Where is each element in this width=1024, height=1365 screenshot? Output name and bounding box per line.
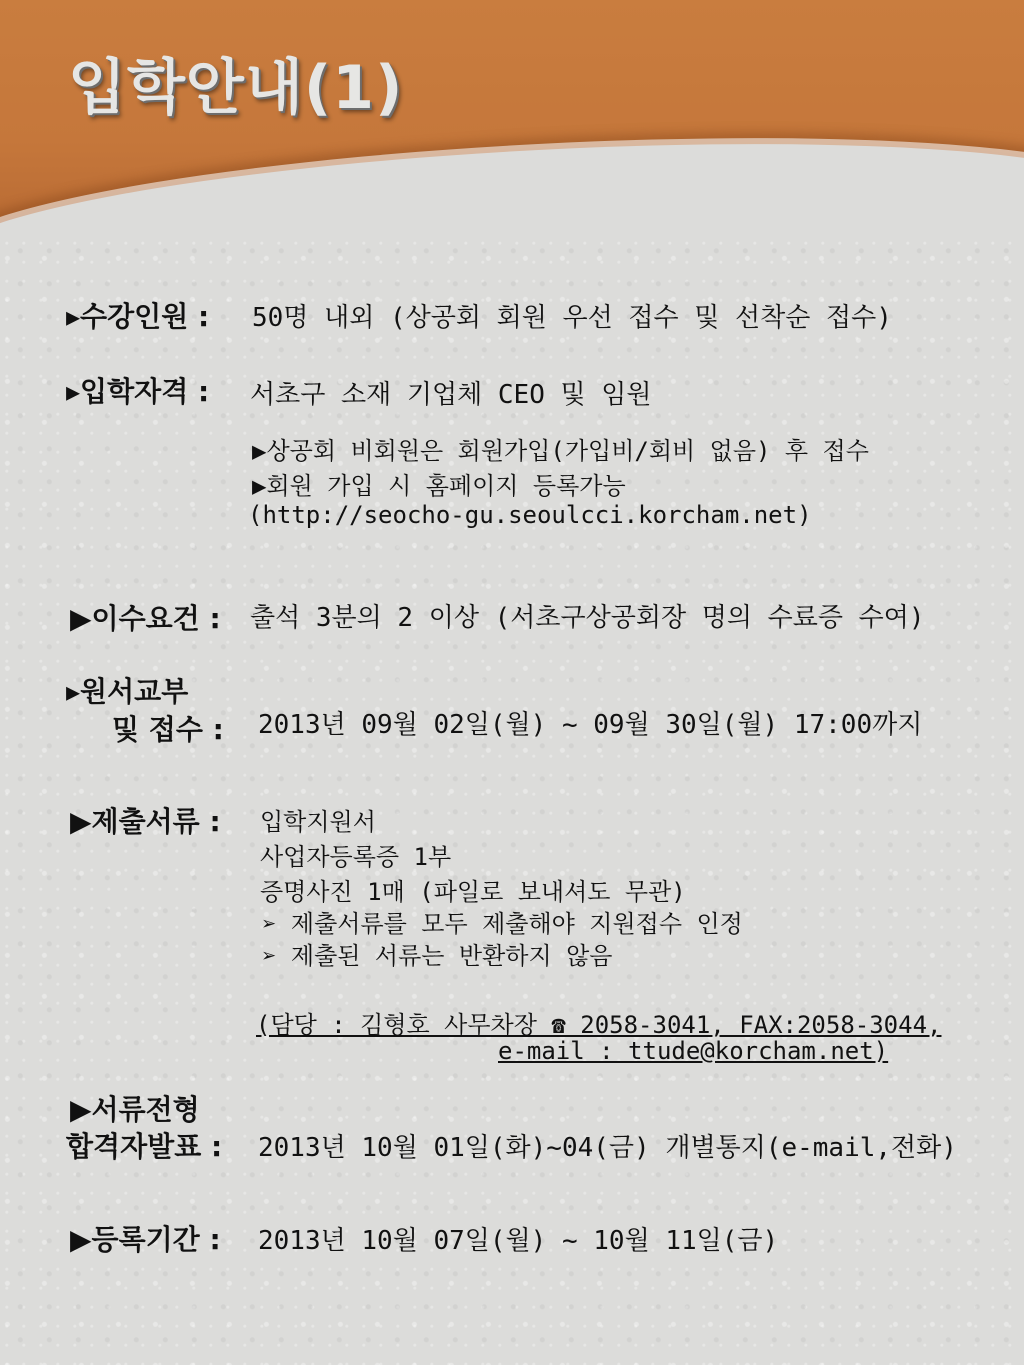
completion-value: 출석 3분의 2 이상 (서초구상공회장 명의 수료증 수여)	[250, 603, 925, 633]
document-note: ➢ 제출된 서류는 반환하지 않음	[262, 942, 613, 970]
banner-swoosh	[0, 119, 1024, 235]
homepage-url: (http://seocho-gu.seoulcci.korcham.net)	[248, 501, 812, 529]
completion-label: ▶이수요건 :	[70, 602, 221, 635]
qualification-note-1: ▶상공회 비회원은 회원가입(가입비/회비 없음) 후 접수	[252, 437, 869, 465]
documents-label: ▶제출서류 :	[70, 805, 221, 838]
document-note: ➢ 제출서류를 모두 제출해야 지원접수 인정	[262, 910, 743, 938]
screening-announcement: 2013년 10월 01일(화)~04(금) 개별통지(e-mail,전화)	[258, 1133, 957, 1163]
contact-email: e-mail : ttude@korcham.net)	[498, 1037, 889, 1065]
enrollment-value: 50명 내외 (상공회 회원 우선 접수 및 선착순 접수)	[252, 303, 892, 333]
title-banner	[0, 0, 1024, 235]
qualification-value: 서초구 소재 기업체 CEO 및 임원	[250, 380, 652, 410]
registration-period: 2013년 10월 07일(월) ~ 10월 11일(금)	[258, 1226, 779, 1256]
application-period: 2013년 09월 02일(월) ~ 09월 30일(월) 17:00까지	[258, 710, 923, 740]
registration-label: ▶등록기간 :	[70, 1223, 221, 1256]
qualification-note-2: ▶회원 가입 시 홈페이지 등록가능	[252, 472, 626, 500]
screening-label-line-2: 합격자발표 :	[66, 1130, 223, 1163]
screening-label-line-1: ▶서류전형	[70, 1093, 200, 1126]
document-item: 사업자등록증 1부	[260, 843, 452, 871]
application-label-line-1: ▸원서교부	[66, 675, 189, 708]
document-item: 증명사진 1매 (파일로 보내셔도 무관)	[260, 878, 686, 906]
enrollment-label: ▸수강인원 :	[66, 300, 210, 333]
application-label-line-2: 및 접수 :	[112, 713, 224, 746]
page-title: 입학안내(1)	[68, 53, 404, 123]
document-item: 입학지원서	[260, 808, 376, 836]
qualification-label: ▸입학자격 :	[66, 375, 210, 408]
contact-line-1: (담당 : 김형호 사무차장 ☎ 2058-3041, FAX:2058-3044,	[256, 1011, 942, 1039]
